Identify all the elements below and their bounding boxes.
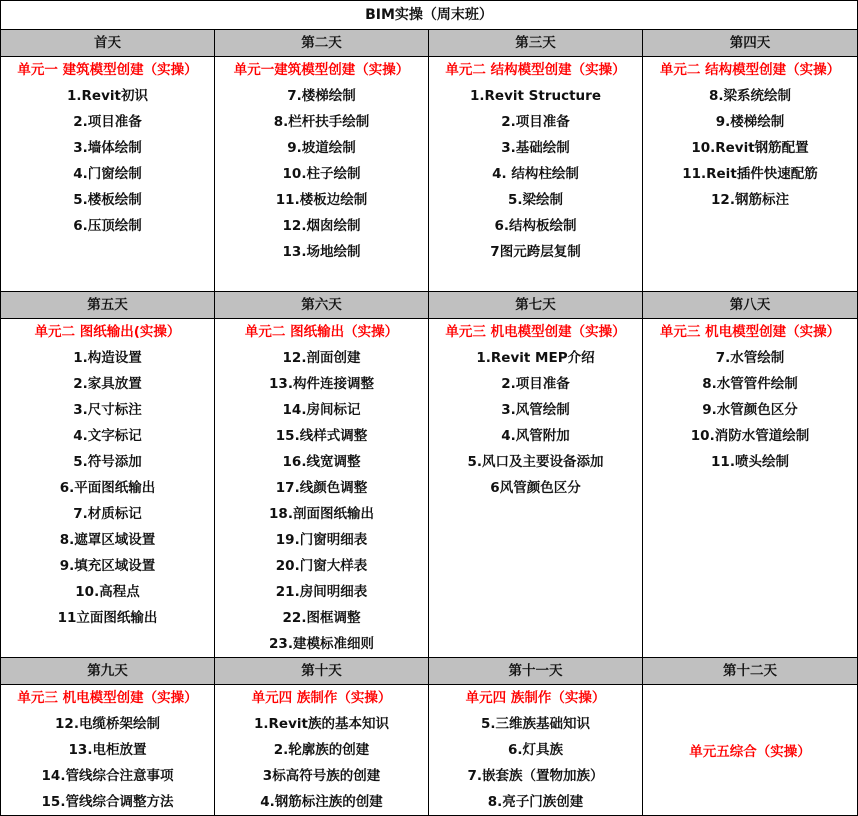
lesson-item: 17.线颜色调整: [275, 480, 368, 496]
lesson-item: 22.图框调整: [282, 610, 361, 626]
lesson-item: 5.三维族基础知识: [480, 716, 591, 732]
unit-title: 单元四 族制作（实操）: [251, 690, 392, 706]
lesson-item: 7.嵌套族（置物加族）: [467, 768, 604, 784]
lesson-item: 4. 结构柱绘制: [492, 166, 579, 182]
lesson-item: 5.风口及主要设备添加: [467, 454, 604, 470]
unit-title: 单元三 机电模型创建（实操）: [659, 324, 841, 340]
lesson-item: 18.剖面图纸输出: [269, 506, 374, 522]
day-header: 首天: [1, 30, 215, 57]
special-unit-title: 单元五综合（实操）: [689, 744, 811, 760]
lesson-item: 7.材质标记: [73, 506, 142, 522]
day-content-cell: [643, 685, 858, 816]
lesson-item: 21.房间明细表: [275, 584, 368, 600]
lesson-item: 6.压顶绘制: [73, 218, 142, 234]
lesson-item: 5.梁绘制: [507, 192, 564, 208]
lesson-item: 3.基础绘制: [501, 140, 570, 156]
lesson-item: 6风管颜色区分: [490, 480, 581, 496]
lesson-item: 11立面图纸输出: [57, 610, 158, 626]
day-content-cell: [215, 319, 429, 658]
lesson-item: 9.坡道绘制: [287, 140, 356, 156]
lesson-item: 14.房间标记: [282, 402, 361, 418]
day-header: 第六天: [215, 292, 429, 319]
day-content-cell: [1, 685, 215, 816]
lesson-item: 1.Revit初识: [67, 88, 148, 104]
lesson-item: 15.线样式调整: [275, 428, 368, 444]
unit-title: 单元二 结构模型创建（实操）: [445, 62, 626, 78]
day-content-row: [1, 319, 858, 658]
day-header: 第十天: [215, 658, 429, 685]
day-content-cell: [1, 319, 215, 658]
day-header: 第七天: [429, 292, 643, 319]
unit-title: 单元四 族制作（实操）: [465, 690, 606, 706]
day-content-cell: [643, 319, 858, 658]
lesson-item: 4.文字标记: [73, 428, 142, 444]
lesson-item: 4.风管附加: [501, 428, 570, 444]
lesson-item: 9.水管颜色区分: [702, 402, 798, 418]
lesson-item: 8.梁系统绘制: [708, 88, 792, 104]
day-header: 第四天: [643, 30, 858, 57]
lesson-item: 10.高程点: [75, 584, 140, 600]
unit-title: 单元二 图纸输出（实操）: [244, 324, 399, 340]
day-header: 第十一天: [429, 658, 643, 685]
lesson-item: 3.尺寸标注: [73, 402, 142, 418]
lesson-item: 9.楼梯绘制: [715, 114, 785, 130]
lesson-item: 13.构件连接调整: [269, 376, 374, 392]
day-content-cell: [215, 685, 429, 816]
lesson-item: 16.线宽调整: [282, 454, 361, 470]
lesson-item: 1.Revit MEP介绍: [476, 350, 595, 366]
day-header-row: [1, 292, 858, 319]
lesson-item: 6.灯具族: [507, 742, 564, 758]
lesson-item: 7.楼梯绘制: [287, 88, 356, 104]
lesson-item: 1.Revit族的基本知识: [254, 716, 389, 732]
day-content-row: [1, 57, 858, 292]
lesson-item: 2.轮廓族的创建: [273, 742, 370, 758]
lesson-item: 7图元跨层复制: [490, 244, 581, 260]
lesson-item: 2.项目准备: [501, 376, 570, 392]
lesson-item: 10.Revit钢筋配置: [691, 140, 809, 156]
lesson-item: 8.栏杆扶手绘制: [273, 114, 370, 130]
lesson-item: 4.门窗绘制: [73, 166, 142, 182]
day-content-cell: [429, 685, 643, 816]
lesson-item: 12.剖面创建: [282, 350, 361, 366]
lesson-item: 19.门窗明细表: [275, 532, 368, 548]
lesson-item: 13.场地绘制: [282, 244, 361, 260]
title-row: [1, 1, 858, 30]
lesson-item: 23.建模标准细则: [269, 636, 374, 652]
lesson-item: 3.墙体绘制: [73, 140, 142, 156]
lesson-item: 3.风管绘制: [501, 402, 570, 418]
table-title: BIM实操（周末班）: [1, 1, 858, 30]
lesson-item: 1.Revit Structure: [470, 88, 601, 104]
day-header: 第五天: [1, 292, 215, 319]
lesson-item: 3标高符号族的创建: [262, 768, 381, 784]
lesson-item: 11.楼板边绘制: [275, 192, 368, 208]
lesson-item: 9.填充区域设置: [59, 558, 156, 574]
lesson-item: 5.楼板绘制: [73, 192, 142, 208]
lesson-item: 10.柱子绘制: [282, 166, 361, 182]
lesson-item: 5.符号添加: [73, 454, 142, 470]
lesson-item: 6.平面图纸输出: [59, 480, 156, 496]
day-content-row: [1, 685, 858, 816]
lesson-item: 12.钢筋标注: [711, 192, 789, 208]
lesson-item: 8.亮子门族创建: [487, 794, 584, 810]
unit-title: 单元二 结构模型创建（实操）: [659, 62, 841, 78]
day-content-cell: [643, 57, 858, 292]
day-header: 第三天: [429, 30, 643, 57]
lesson-item: 15.管线综合调整方法: [41, 794, 174, 810]
lesson-item: 8.遮罩区域设置: [59, 532, 156, 548]
lesson-item: 2.项目准备: [73, 114, 142, 130]
lesson-item: 12.烟囱绘制: [282, 218, 361, 234]
unit-title: 单元一 建筑模型创建（实操）: [17, 62, 198, 78]
lesson-item: 6.结构板绘制: [494, 218, 577, 234]
unit-title: 单元一建筑模型创建（实操）: [233, 62, 410, 78]
day-content-cell: [429, 57, 643, 292]
day-header: 第十二天: [643, 658, 858, 685]
day-header-row: [1, 30, 858, 57]
unit-title: 单元三 机电模型创建（实操）: [17, 690, 198, 706]
lesson-item: 13.电柜放置: [68, 742, 147, 758]
lesson-item: 2.项目准备: [501, 114, 570, 130]
day-header: 第八天: [643, 292, 858, 319]
lesson-item: 20.门窗大样表: [275, 558, 368, 574]
lesson-item: 14.管线综合注意事项: [41, 768, 174, 784]
lesson-item: 1.构造设置: [73, 350, 142, 366]
lesson-item: 4.钢筋标注族的创建: [260, 794, 383, 810]
day-header-row: [1, 658, 858, 685]
lesson-item: 2.家具放置: [73, 376, 142, 392]
day-header: 第九天: [1, 658, 215, 685]
unit-title: 单元二 图纸输出(实操）: [34, 324, 181, 340]
day-content-cell: [429, 319, 643, 658]
lesson-item: 10.消防水管道绘制: [690, 428, 810, 444]
unit-title: 单元三 机电模型创建（实操）: [445, 324, 626, 340]
lesson-item: 11.喷头绘制: [711, 454, 789, 470]
lesson-item: 11.Reit插件快速配筋: [682, 166, 818, 182]
day-content-cell: [1, 57, 215, 292]
day-content-cell: [215, 57, 429, 292]
lesson-item: 12.电缆桥架绘制: [55, 716, 160, 732]
lesson-item: 7.水管绘制: [715, 350, 785, 366]
day-header: 第二天: [215, 30, 429, 57]
lesson-item: 8.水管管件绘制: [702, 376, 798, 392]
